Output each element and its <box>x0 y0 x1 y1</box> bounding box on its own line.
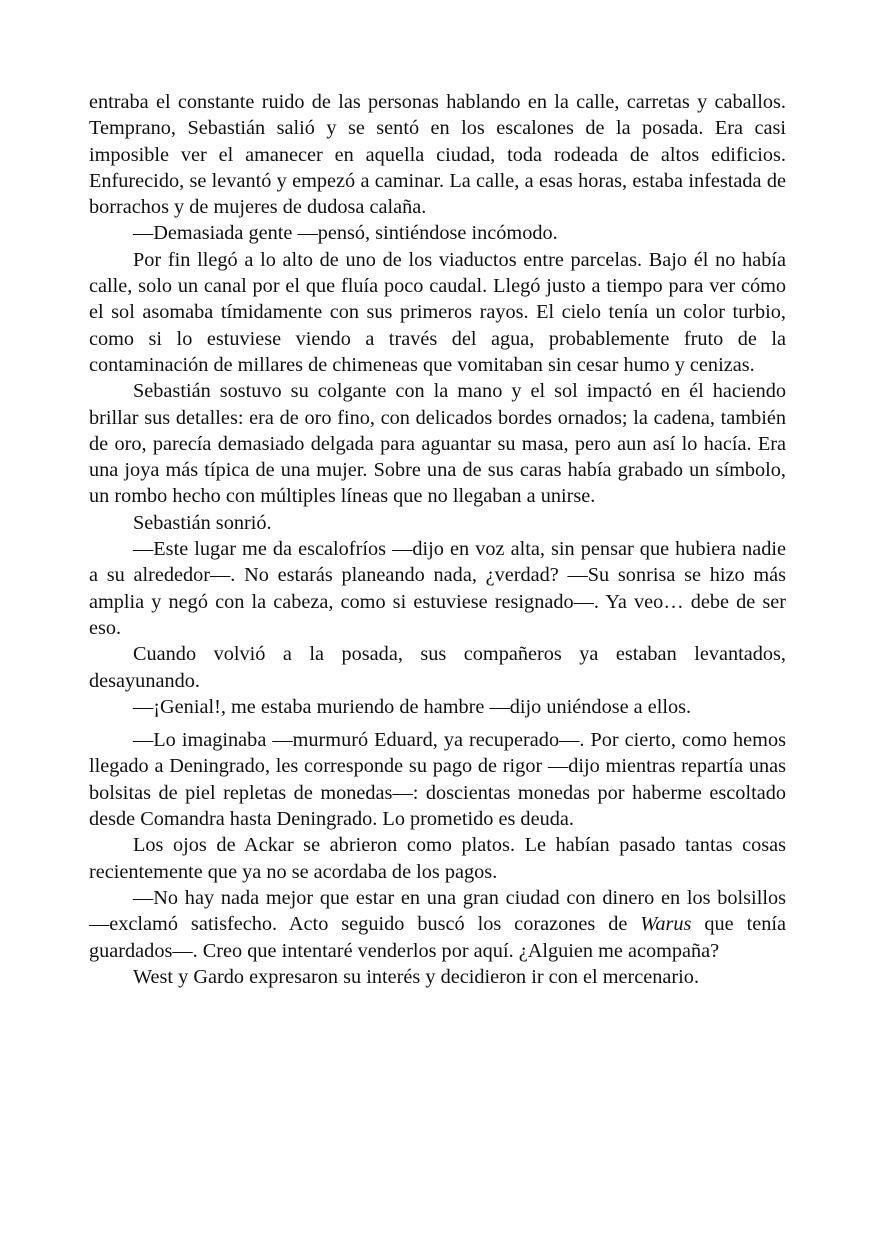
paragraph: entraba el constante ruido de las personas hablando en la calle, carretas y caballos. Temprano, Sebastián salió y se sentó en los escalones de la posada. Era casi imposible ver el amanecer en aquella ciudad, toda rodeada de altos edificios. Enfurecido, se levantó y empezó a caminar. La calle, a esas horas, estaba infestada de borrachos y de mujeres de dudosa calaña. <box>89 91 786 219</box>
dialogue-paragraph <box>89 885 786 964</box>
paragraph: Sebastián sonrió. <box>133 511 272 534</box>
dialogue-paragraph: —Demasiada gente —pensó, sintiéndose incómodo. <box>133 222 558 245</box>
italic-term: Warus <box>640 913 692 936</box>
text-segment: que tenía guardados—. Creo que intentaré venderlos por aquí. ¿Alguien me acompaña? <box>89 913 786 962</box>
dialogue-paragraph: —Este lugar me da escalofríos —dijo en voz alta, sin pensar que hubiera nadie a su alrededor—. No estarás planeando nada, ¿verdad? —Su sonrisa se hizo más amplia y negó con la cabeza, como si estuviese resignado—. Ya veo… debe de ser eso. <box>89 538 786 639</box>
text-segment: —No hay nada mejor que estar en una gran ciudad con dinero en los bolsillos —exclamó satisfecho. Acto seguido buscó los corazones de <box>89 886 786 936</box>
paragraph: Por fin llegó a lo alto de uno de los viaductos entre parcelas. Bajo él no había calle, solo un canal por el que fluía poco caudal. Llegó justo a tiempo para ver cómo el sol asomaba tímidamente con sus primeros rayos. El cielo tenía un color turbio, como si lo estuviese viendo a través del agua, probablemente fruto de la contaminación de millares de chimeneas que vomitaban sin cesar humo y cenizas. <box>89 248 786 376</box>
paragraph: Sebastián sostuvo su colgante con la mano y el sol impactó en él haciendo brillar sus detalles: era de oro fino, con delicados bordes ornados; la cadena, también de oro, parecía demasiado delgada para aguantar su masa, pero aun así lo hacía. Era una joya más típica de una mujer. Sobre una de sus caras había grabado un símbolo, un rombo hecho con múltiples líneas que no llegaban a unirse. <box>89 380 786 508</box>
paragraph: Cuando volvió a la posada, sus compañeros ya estaban levantados, desayunando. <box>89 643 786 692</box>
dialogue-paragraph: —Lo imaginaba —murmuró Eduard, ya recuperado—. Por cierto, como hemos llegado a Deningrado, les corresponde su pago de rigor —dijo mientras repartía unas bolsitas de piel repletas de monedas—: doscientas monedas por haberme escoltado desde Comandra hasta Deningrado. Lo prometido es deuda. <box>89 729 786 831</box>
paragraph: Los ojos de Ackar se abrieron como platos. Le habían pasado tantas cosas recientemente que ya no se acordaba de los pagos. <box>89 834 786 883</box>
dialogue-paragraph: —¡Genial!, me estaba muriendo de hambre —dijo uniéndose a ellos. <box>133 695 692 718</box>
page-body <box>89 89 786 990</box>
paragraph: West y Gardo expresaron su interés y decidieron ir con el mercenario. <box>133 965 700 988</box>
